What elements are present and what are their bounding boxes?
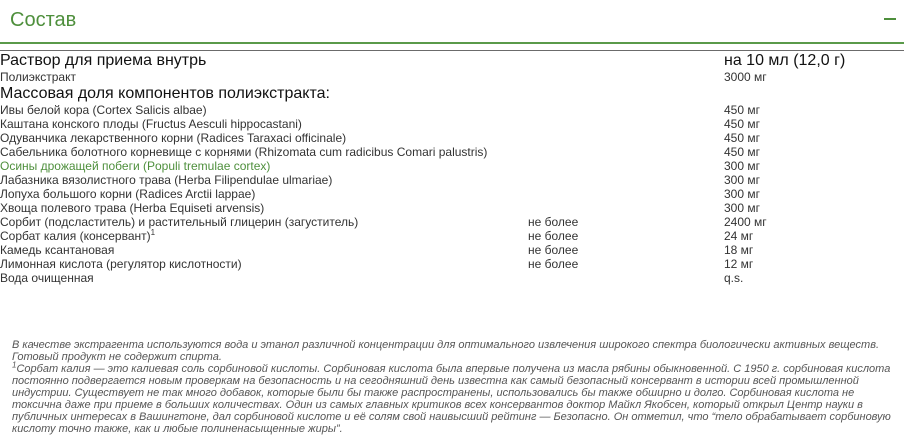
ingredient-amount: 450 мг	[724, 117, 760, 131]
ingredient-name: Камедь ксантановая	[0, 243, 115, 257]
ingredient-amount: 450 мг	[724, 103, 760, 117]
table-row	[0, 173, 904, 187]
table-row	[0, 187, 904, 201]
ingredient-name: Лимонная кислота (регулятор кислотности)	[0, 257, 242, 271]
ingredient-name: Лопуха большого корни (Radices Arctii lappae)	[0, 187, 256, 201]
table-row	[0, 117, 904, 131]
ingredient-amount: 450 мг	[724, 131, 760, 145]
ingredient-qualifier: не более	[528, 243, 579, 257]
ingredient-qualifier	[528, 201, 724, 215]
ingredient-name: Сорбат калия (консервант)$^1$	[0, 228, 156, 243]
table-row	[0, 131, 904, 145]
ingredient-name: Вода очищенная	[0, 271, 94, 285]
ingredient-qualifier: не более	[528, 215, 579, 229]
ingredient-amount: 300 мг	[724, 159, 760, 173]
ingredient-qualifier	[528, 103, 724, 117]
ingredient-amount: 300 мг	[724, 173, 760, 187]
ingredient-amount: 18 мг	[724, 243, 754, 257]
ingredient-name: Ивы белой кора (Cortex Salicis albae)	[0, 103, 207, 117]
ingredient-qualifier	[528, 187, 724, 201]
section-title: Состав	[10, 9, 77, 31]
ingredient-qualifier: не более	[528, 257, 579, 271]
minus-icon[interactable]	[884, 18, 896, 20]
ingredient-amount: 2400 мг	[724, 215, 767, 229]
ingredient-qualifier	[528, 131, 724, 145]
ingredient-amount: 3000 мг	[724, 70, 767, 84]
section-heading-row	[0, 84, 904, 103]
ingredient-name: Лабазника вязолистного трава (Herba Filipendulae ulmariae)	[0, 173, 333, 187]
ingredient-qualifier	[528, 117, 724, 131]
table-row	[0, 103, 904, 117]
footnote-extractant: В качестве экстрагента используются вода и этанол различной концентрации для оптимального извлечения широкого спектра биологически активных веществ. Готовый продукт не содержит спирта.	[12, 339, 880, 363]
table-row	[0, 145, 904, 159]
ingredient-qualifier	[528, 173, 724, 187]
ingredient-name: Сабельника болотного корневище с корнями (Rhizomata cum radicibus Comari palustris)	[0, 145, 488, 159]
ingredient-amount: 300 мг	[724, 187, 760, 201]
table-row	[0, 70, 904, 84]
footnotes	[12, 339, 892, 435]
dose-label: на 10 мл (12,0 г)	[724, 51, 904, 71]
table-row	[0, 159, 904, 173]
ingredient-name: Одуванчика лекарственного корни (Radices Taraxaci officinale)	[0, 131, 347, 145]
footnote-marker: 1	[12, 360, 17, 370]
ingredient-qualifier	[528, 145, 724, 159]
footnote-marker: 1	[150, 228, 156, 237]
table-head-row	[0, 51, 904, 71]
table-row	[0, 215, 904, 229]
ingredient-name: Сорбит (подсластитель) и растительный глицерин (загуститель)	[0, 215, 359, 229]
composition-header[interactable]	[0, 0, 904, 44]
ingredient-name: Хвоща полевого трава (Herba Equiseti arvensis)	[0, 201, 265, 215]
ingredient-name: Осины дрожащей побеги (Populi tremulae cortex)	[0, 159, 271, 173]
table-row	[0, 257, 904, 271]
ingredient-qualifier	[528, 159, 724, 173]
composition-table	[0, 50, 904, 285]
ingredient-qualifier	[528, 271, 724, 285]
ingredient-amount: 300 мг	[724, 201, 760, 215]
table-row	[0, 201, 904, 215]
table-row	[0, 229, 904, 243]
table-row	[0, 271, 904, 285]
table-row	[0, 243, 904, 257]
section-heading: Массовая доля компонентов полиэкстракта:	[0, 85, 330, 102]
footnote-sorbate: $^1$Сорбат калия — это калиевая соль сорбиновой кислоты. Сорбиновая кислота была впервые получена из масла рябины обыкновенной. С 1950 г. сорбиновая кислота постоянно подвергается новым проверкам на безопасность и на сегодняшний день известна как самый безопасный консервант в истории всей промышленной индустрии. Существует не так много добавок, которые были бы также распространены, использовались бы также обширно и долго. Сорбиновая кислота не токсична даже при приеме в больших количествах. Один из самых главных критиков всех консервантов доктор Майкл Якобсен, который открыл Центр науки в публичных интересах в Вашингтоне, дал сорбиновой кислоте и её солям свой наивысший рейтинг — Безопасно. Он отметил, что “тело обрабатывает сорбиновую кислоту точно также, как и любые полиненасыщенные жиры”.	[12, 360, 891, 435]
ingredient-name: Каштана конского плоды (Fructus Aesculi hippocastani)	[0, 117, 302, 131]
ingredient-qualifier: не более	[528, 229, 579, 243]
ingredient-amount: 450 мг	[724, 145, 760, 159]
ingredient-amount: 24 мг	[724, 229, 754, 243]
ingredient-amount: q.s.	[724, 271, 744, 285]
ingredient-name: Полиэкстракт	[0, 70, 76, 84]
form-label: Раствор для приема внутрь	[0, 51, 528, 71]
ingredient-amount: 12 мг	[724, 257, 754, 271]
